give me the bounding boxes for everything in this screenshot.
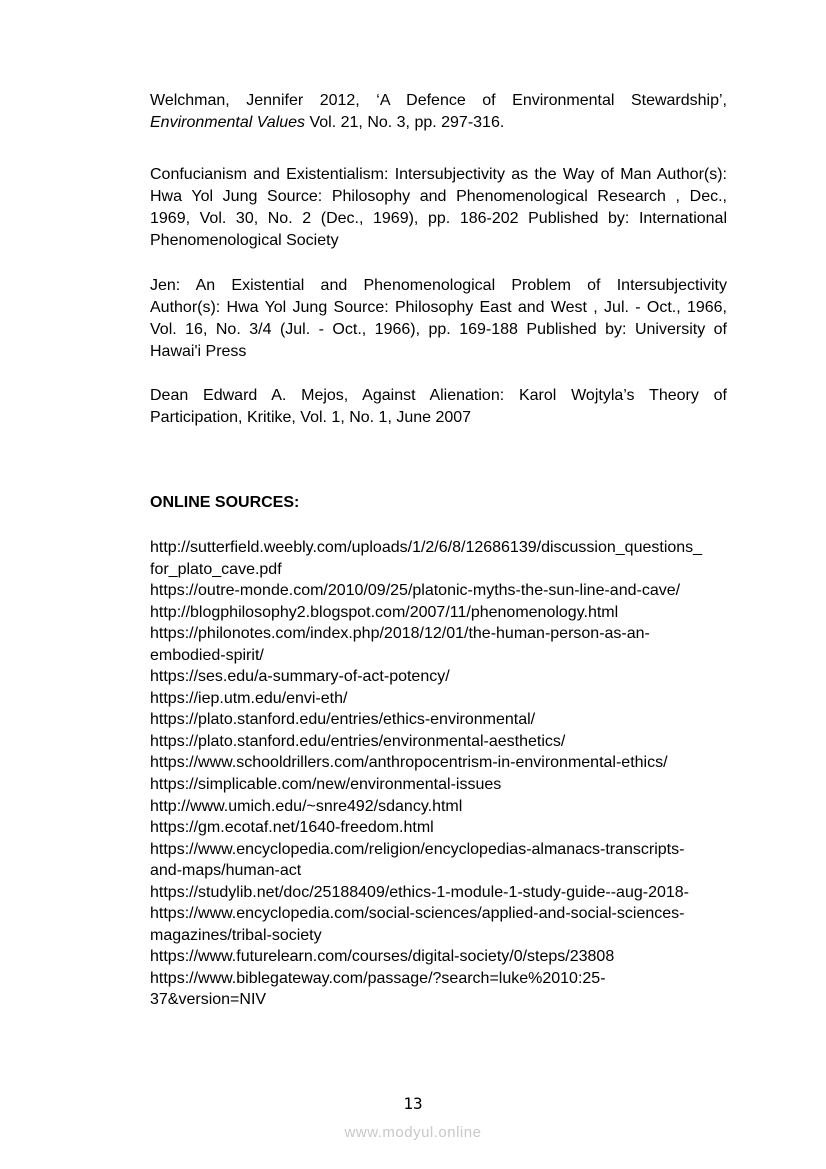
online-sources-heading: ONLINE SOURCES: xyxy=(150,494,300,511)
source-url-line: https://ses.edu/a-summary-of-act-potency/ xyxy=(150,668,450,686)
source-url-line: https://www.encyclopedia.com/religion/encyclopedias-almanacs-transcripts- xyxy=(150,840,685,858)
source-url-line: and-maps/human-act xyxy=(150,862,302,880)
page-number: 13 xyxy=(403,1094,423,1113)
reference-line xyxy=(150,319,727,341)
source-url-line: http://blogphilosophy2.blogspot.com/2007/11/phenomenology.html xyxy=(150,603,619,621)
reference-line xyxy=(150,112,727,134)
source-url-line: for_plato_cave.pdf xyxy=(150,560,282,578)
reference-line xyxy=(150,208,727,230)
reference-line xyxy=(150,385,727,407)
reference-confucianism xyxy=(150,164,727,252)
reference-mejos xyxy=(150,385,727,429)
source-url-line: https://philonotes.com/index.php/2018/12/01/the-human-person-as-an- xyxy=(150,625,650,643)
reference-text: Vol. 21, No. 3, pp. 297-316. xyxy=(305,114,505,131)
reference-text: Welchman, Jennifer 2012, ‘A Defence of Environmental Stewardship’, xyxy=(150,92,727,109)
reference-text: Confucianism and Existentialism: Intersubjectivity as the Way of Man Author(s): xyxy=(150,166,727,183)
source-url-line: http://www.umich.edu/~snre492/sdancy.html xyxy=(150,797,463,815)
reference-line xyxy=(150,90,727,112)
reference-line xyxy=(150,164,727,186)
reference-jen xyxy=(150,275,727,363)
source-url-line: https://www.schooldrillers.com/anthropocentrism-in-environmental-ethics/ xyxy=(150,754,668,772)
reference-text: Jen: An Existential and Phenomenological Problem of Intersubjectivity xyxy=(150,277,727,294)
source-url-line: http://sutterfield.weebly.com/uploads/1/2/6/8/12686139/discussion_questions_ xyxy=(150,539,703,556)
source-url-line: https://www.futurelearn.com/courses/digital-society/0/steps/23808 xyxy=(150,948,615,966)
reference-text: Hwa Yol Jung Source: Philosophy and Phenomenological Research , Dec., xyxy=(150,188,727,205)
reference-line xyxy=(150,407,727,429)
source-url-line: 37&version=NIV xyxy=(150,991,267,1009)
source-url-line: https://simplicable.com/new/environmental-issues xyxy=(150,776,502,794)
reference-text: 1969, Vol. 30, No. 2 (Dec., 1969), pp. 186-202 Published by: International xyxy=(150,210,727,227)
source-url-line: https://www.biblegateway.com/passage/?search=luke%2010:25- xyxy=(150,969,606,987)
reference-line xyxy=(150,341,727,363)
reference-line xyxy=(150,297,727,319)
source-url-line: https://www.encyclopedia.com/social-sciences/applied-and-social-sciences- xyxy=(150,905,685,923)
source-url-line: https://iep.utm.edu/envi-eth/ xyxy=(150,689,348,707)
source-url-line: https://gm.ecotaf.net/1640-freedom.html xyxy=(150,819,434,837)
source-url-line: https://plato.stanford.edu/entries/ethics-environmental/ xyxy=(150,711,536,729)
reference-text: Hawai'i Press xyxy=(150,343,247,360)
source-url-line: embodied-spirit/ xyxy=(150,646,264,664)
reference-line xyxy=(150,275,727,297)
reference-text: Author(s): Hwa Yol Jung Source: Philosophy East and West , Jul. - Oct., 1966, xyxy=(150,299,727,316)
source-url-line: https://outre-monde.com/2010/09/25/platonic-myths-the-sun-line-and-cave/ xyxy=(150,582,681,600)
watermark: www.modyul.online xyxy=(344,1124,482,1141)
journal-title: Environmental Values xyxy=(150,114,306,131)
reference-text: Participation, Kritike, Vol. 1, No. 1, June 2007 xyxy=(150,409,472,426)
reference-text: Dean Edward A. Mejos, Against Alienation: Karol Wojtyla’s Theory of xyxy=(150,387,727,404)
reference-line xyxy=(150,186,727,208)
source-url-line: magazines/tribal-society xyxy=(150,926,322,944)
source-url-line: https://plato.stanford.edu/entries/environmental-aesthetics/ xyxy=(150,732,566,750)
reference-line xyxy=(150,230,727,252)
reference-text: Phenomenological Society xyxy=(150,232,339,249)
online-sources-list xyxy=(150,537,727,1011)
reference-text: Vol. 16, No. 3/4 (Jul. - Oct., 1966), pp. 169-188 Published by: University of xyxy=(150,321,727,338)
reference-welchman xyxy=(150,90,727,134)
source-url-line: https://studylib.net/doc/25188409/ethics-1-module-1-study-guide--aug-2018- xyxy=(150,883,689,901)
